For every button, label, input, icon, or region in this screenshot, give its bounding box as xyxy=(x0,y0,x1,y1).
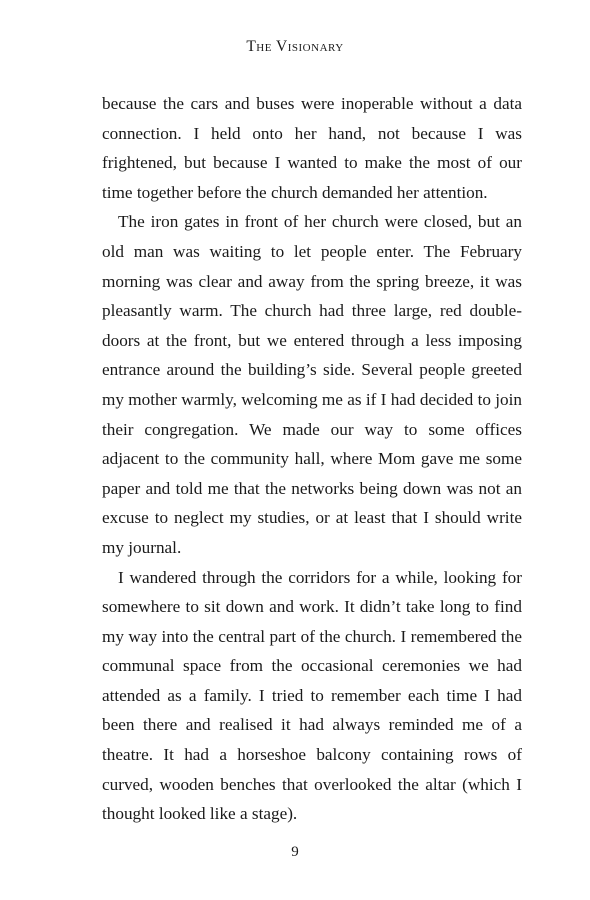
body-text xyxy=(102,89,522,829)
page-number: 9 xyxy=(291,844,299,860)
paragraph-continuation: because the cars and buses were inoperable without a data connection. I held onto her hand, not because I was frightened, but because I wanted to make the most of our time together before the church demanded her attention. xyxy=(102,94,522,202)
running-head-title: The Visionary xyxy=(246,38,344,55)
paragraph-corridors: I wandered through the corridors for a while, looking for somewhere to sit down and work. It didn’t take long to find my way into the central part of the church. I remembered the communal space from the occasional ceremonies we had attended as a family. I tried to remember each time I had been there and realised it had always reminded me of a theatre. It had a horseshoe balcony containing rows of curved, wooden benches that overlooked the altar (which I thought looked like a stage). xyxy=(102,567,522,824)
paragraph-church-gates: The iron gates in front of her church were closed, but an old man was waiting to let people enter. The February morning was clear and away from the spring breeze, it was pleasantly warm. The church had three large, red double-doors at the front, but we entered through a less imposing entrance around the building’s side. Several people greeted my mother warmly, welcoming me as if I had decided to join their congregation. We made our way to some offices adjacent to the community hall, where Mom gave me some paper and told me that the networks being down was not an excuse to neglect my studies, or at least that I should write my journal. xyxy=(102,212,522,557)
